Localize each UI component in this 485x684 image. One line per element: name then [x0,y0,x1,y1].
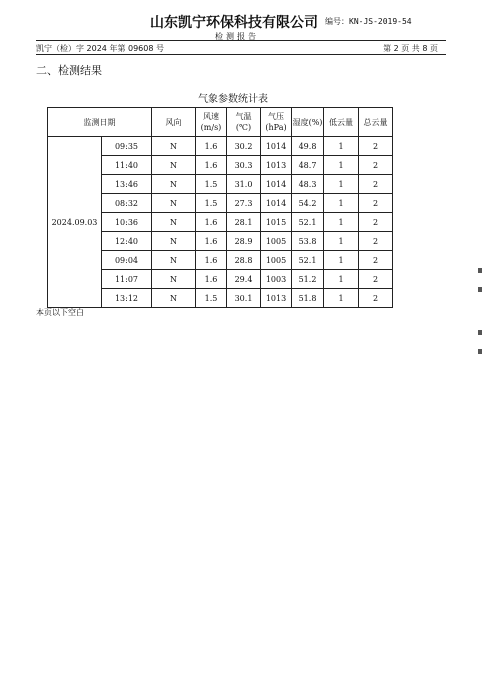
blank-page-note: 本页以下空白 [36,308,84,317]
cell-wind-direction: N [152,194,196,213]
cell-total-cloud: 2 [359,213,393,232]
header-temperature [227,108,261,137]
cell-wind-speed: 1.6 [196,270,227,289]
header-wind-speed [196,108,227,137]
header-pressure [261,108,292,137]
cell-humidity: 48.7 [292,156,324,175]
cell-pressure: 1013 [261,289,292,308]
cell-wind-speed: 1.6 [196,251,227,270]
cell-low-cloud: 1 [324,194,359,213]
header-date: 监测日期 [48,108,152,137]
cell-low-cloud: 1 [324,156,359,175]
table-row [48,232,428,251]
cell-time: 09:04 [102,251,152,270]
margin-mark [478,330,482,335]
cell-temperature: 28.8 [227,251,261,270]
cell-humidity: 48.3 [292,175,324,194]
table-row [48,270,428,289]
cell-total-cloud: 2 [359,156,393,175]
cell-pressure: 1015 [261,213,292,232]
report-reference: 凯宁（检）字 2024 年第 09608 号 [36,44,164,53]
report-subtitle: 检测报告 [215,32,259,41]
header-low-cloud: 低云量 [324,108,359,137]
document-code: 编号：KN-JS-2019-54 [325,17,412,26]
cell-total-cloud: 2 [359,175,393,194]
header-total-cloud: 总云量 [359,108,393,137]
header-temperature-label: 气温 [235,112,252,121]
cell-total-cloud: 2 [359,251,393,270]
cell-low-cloud: 1 [324,175,359,194]
cell-temperature: 30.1 [227,289,261,308]
cell-low-cloud: 1 [324,232,359,251]
cell-low-cloud: 1 [324,137,359,156]
cell-total-cloud: 2 [359,137,393,156]
header-pressure-label: 气压 [268,112,284,121]
margin-mark [478,287,482,292]
margin-mark [478,349,482,354]
cell-pressure: 1003 [261,270,292,289]
cell-wind-speed: 1.6 [196,213,227,232]
cell-wind-speed: 1.6 [196,137,227,156]
cell-temperature: 28.1 [227,213,261,232]
cell-time: 13:46 [102,175,152,194]
section-title: 二、检测结果 [36,64,102,77]
cell-total-cloud: 2 [359,232,393,251]
table-row [48,156,428,175]
header-wind-speed-unit: (m/s) [200,123,222,132]
cell-pressure: 1005 [261,251,292,270]
cell-wind-direction: N [152,175,196,194]
cell-time: 11:07 [102,270,152,289]
table-row [48,175,428,194]
company-name: 山东凯宁环保科技有限公司 [150,15,318,31]
cell-wind-speed: 1.5 [196,194,227,213]
cell-time: 11:40 [102,156,152,175]
table-row [48,137,428,156]
page-number: 第 2 页 共 8 页 [383,44,438,53]
table-row [48,251,428,270]
cell-pressure: 1013 [261,156,292,175]
cell-temperature: 31.0 [227,175,261,194]
cell-humidity: 51.2 [292,270,324,289]
cell-low-cloud: 1 [324,251,359,270]
cell-wind-speed: 1.5 [196,289,227,308]
cell-humidity: 52.1 [292,251,324,270]
weather-table [47,107,428,308]
cell-humidity: 52.1 [292,213,324,232]
cell-time: 09:35 [102,137,152,156]
header-divider-top [36,40,446,41]
cell-wind-direction: N [152,289,196,308]
cell-wind-speed: 1.6 [196,156,227,175]
header-humidity: 湿度(%) [292,108,324,137]
header-wind-speed-label: 风速 [203,112,219,121]
table-body [48,137,428,308]
table-row [48,289,428,308]
header-wind-direction: 风向 [152,108,196,137]
cell-low-cloud: 1 [324,213,359,232]
cell-total-cloud: 2 [359,289,393,308]
cell-low-cloud: 1 [324,289,359,308]
cell-humidity: 51.8 [292,289,324,308]
cell-wind-direction: N [152,270,196,289]
cell-temperature: 30.2 [227,137,261,156]
cell-humidity: 54.2 [292,194,324,213]
cell-temperature: 30.3 [227,156,261,175]
cell-low-cloud: 1 [324,270,359,289]
cell-date: 2024.09.03 [48,137,102,308]
table-row [48,213,428,232]
header-temperature-unit: (℃) [235,123,252,132]
cell-time: 10:36 [102,213,152,232]
cell-pressure: 1005 [261,232,292,251]
cell-temperature: 27.3 [227,194,261,213]
cell-humidity: 49.8 [292,137,324,156]
cell-total-cloud: 2 [359,194,393,213]
table-title: 气象参数统计表 [198,94,268,105]
cell-wind-direction: N [152,213,196,232]
table-header-row [48,108,428,137]
cell-total-cloud: 2 [359,270,393,289]
cell-humidity: 53.8 [292,232,324,251]
table-row [48,194,428,213]
cell-wind-direction: N [152,232,196,251]
cell-wind-speed: 1.5 [196,175,227,194]
cell-temperature: 28.9 [227,232,261,251]
cell-temperature: 29.4 [227,270,261,289]
header-divider-bottom [36,54,446,55]
cell-pressure: 1014 [261,175,292,194]
cell-time: 08:32 [102,194,152,213]
cell-wind-direction: N [152,137,196,156]
cell-wind-direction: N [152,156,196,175]
cell-wind-speed: 1.6 [196,232,227,251]
cell-wind-direction: N [152,251,196,270]
cell-pressure: 1014 [261,194,292,213]
margin-mark [478,268,482,273]
cell-time: 13:12 [102,289,152,308]
cell-pressure: 1014 [261,137,292,156]
cell-time: 12:40 [102,232,152,251]
header-pressure-unit: (hPa) [265,123,287,132]
